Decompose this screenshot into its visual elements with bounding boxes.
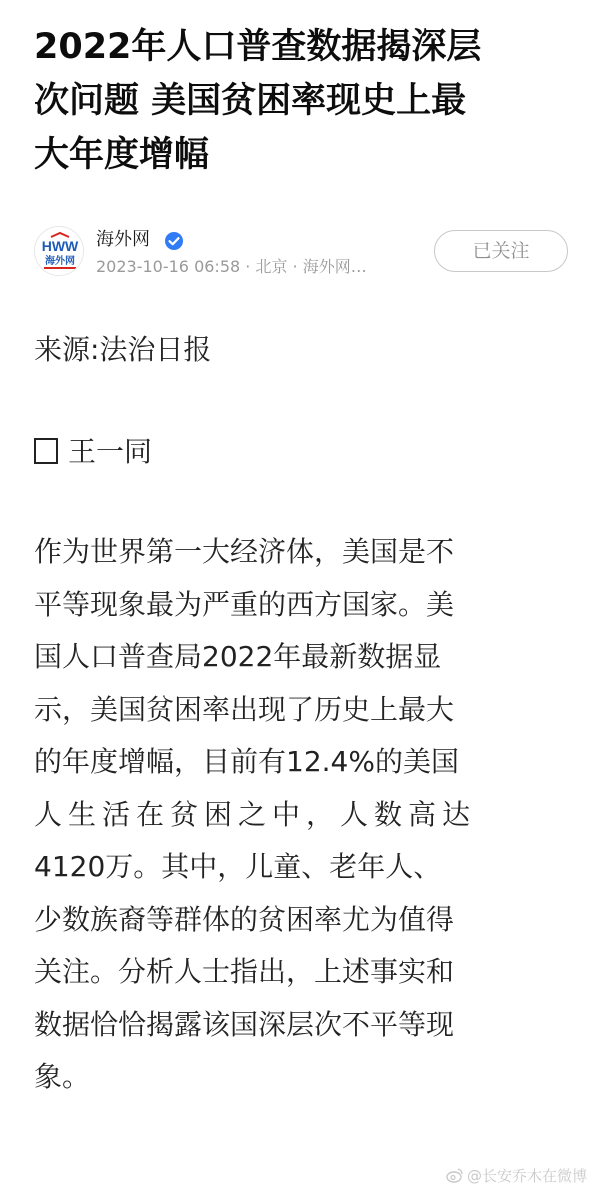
watermark-text: @长安乔木在微博: [466, 1167, 587, 1185]
article-source: 来源:法治日报: [34, 333, 212, 366]
author-name[interactable]: 海外网: [96, 229, 150, 250]
article-headline: [34, 20, 574, 182]
verified-check-icon: [164, 231, 184, 251]
body-line: 人生活在贫困之中，人数高达: [34, 797, 477, 831]
logo-text: HWW: [41, 238, 79, 254]
author-row: [34, 224, 574, 280]
body-line: 作为世界第一大经济体，美国是不: [34, 535, 455, 568]
body-line: 少数族裔等群体的贫困率尤为值得: [34, 902, 455, 936]
body-line: 象。: [34, 1060, 91, 1093]
body-line: 国人口普查局2022年最新数据显: [34, 640, 442, 673]
article-byline: [34, 432, 152, 472]
body-line: 关注。分析人士指出，上述事实和: [34, 955, 455, 988]
body-line: 示，美国贫困率出现了历史上最大: [34, 692, 455, 726]
byline-author: 王一同: [68, 435, 153, 468]
author-avatar[interactable]: [34, 226, 84, 276]
follow-button[interactable]: 已关注: [434, 230, 568, 272]
post-meta: 2023-10-16 06:58 · 北京 · 海外网…: [96, 257, 367, 276]
article-body: [34, 526, 574, 1104]
body-line: 的年度增幅，目前有12.4%的美国: [34, 745, 459, 778]
headline-line: 2022年人口普查数据揭深层: [34, 27, 482, 67]
headline-line: 次问题 美国贫困率现史上最: [34, 81, 467, 121]
logo-subtext: 海外网: [45, 256, 75, 267]
body-line: 数据恰恰揭露该国深层次不平等现: [34, 1007, 455, 1041]
byline-box-icon: [34, 438, 58, 464]
body-line: 平等现象最为严重的西方国家。美: [34, 587, 455, 621]
weibo-icon: [446, 1166, 464, 1184]
body-line: 4120万。其中，儿童、老年人、: [34, 850, 442, 883]
haiwainet-logo-icon: [35, 227, 84, 276]
weibo-watermark: [446, 1166, 587, 1186]
headline-line: 大年度增幅: [34, 135, 210, 175]
